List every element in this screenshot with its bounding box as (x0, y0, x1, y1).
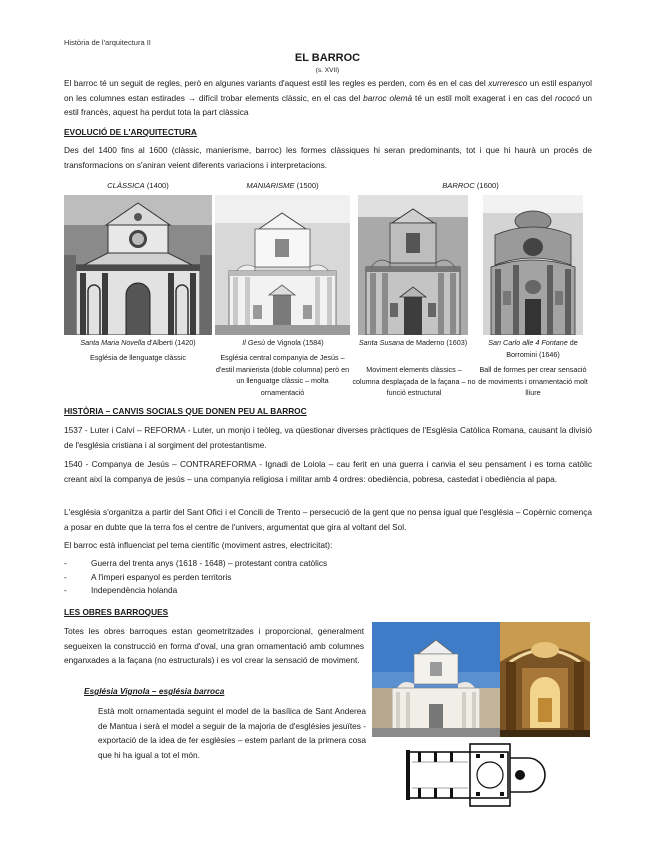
period-label-manierisme: MANIARISME (1500) (246, 181, 319, 190)
santa-maria-novella-photo (64, 195, 212, 335)
page-title: EL BARROC (294, 52, 361, 64)
caption-desc-il-gesu: Església central companyia de Jesús – d'estil manierista (doble columna) però en un llenguatge clàssic – molta ornamentació (215, 353, 350, 397)
san-carlo-photo (483, 195, 583, 335)
historia-paragraph-contrareforma: 1540 - Companya de Jesús – CONTRAREFORMA - Ignadi de Loiola – cau ferit en una guerra i canvia el seu pensament i es torna catòlic creant així la companya de jesús – una companyia religiosa i militar amb 4 ordres: obediència, pobresa, castedat i obediència al papa. (64, 459, 592, 484)
list-item: - A l'imperi espanyol es perden territoris (64, 571, 327, 585)
caption-san-carlo: San Carlo alle 4 Fontane de Borromini (1646) (488, 338, 578, 359)
running-header: Història de l'arquitectura II (64, 38, 151, 47)
caption-desc-santa-maria-novella: Església de llenguatge clàssic (90, 353, 186, 362)
period-label-classica: CLÀSSICA (1400) (107, 181, 169, 190)
historia-list (64, 557, 327, 598)
caption-santa-maria-novella: Santa Maria Novella d'Alberti (1420) (80, 338, 196, 347)
caption-il-gesu: Il Gesù de Vignola (1584) (242, 338, 324, 347)
il-gesu-facade-photo (372, 622, 500, 737)
santa-susana-photo (358, 195, 468, 335)
il-gesu-photo (215, 195, 350, 335)
historia-paragraph-reforma: 1537 - Luter i Calví – REFORMA - Luter, un monjo i teòleg, va qüestionar diverses pràctiques de l'Església Catòlica Romana, causant la divisió de l'església cristiana i al sorgiment del protestantisme. (64, 425, 592, 450)
caption-santa-susana: Santa Susana de Maderno (1603) (358, 338, 468, 347)
period-label-barroc: BARROC (1600) (442, 181, 499, 190)
historia-paragraph-cientific: El barroc està influenciat pel tema científic (moviment astres, electricitat): (64, 540, 333, 550)
subsection-heading-vignola: Església Vignola – església barroca (84, 686, 225, 696)
il-gesu-interior-photo (500, 622, 590, 737)
vignola-paragraph: Està molt ornamentada seguint el model de la basílica de Sant Anderea de Mantua i serà el model a seguir de la majoria de d'esglésies jesuïtes - exportació de la idea de fer esglésies – estem parlant de la primera cosa que hi ha igual a tot el món. (98, 706, 366, 760)
intro-paragraph: El barroc té un seguit de regles, però en algunes variants d'aquest estil les regles es perden, com és en el cas del xurreresco un estil espanyol on les columnes estan estirades → difícil trobar elements clàssic, en el cas del barroc olemà té un estil molt exagerat i en cas del rococó un estil francès, aquest ha perdut tota la part clàssica (64, 78, 592, 117)
section-heading-evolucio: EVOLUCIÓ DE L'ARQUITECTURA (64, 127, 197, 137)
section-heading-historia: HISTÒRIA – CANVIS SOCIALS QUE DONEN PEU AL BARROC (64, 406, 307, 416)
historia-paragraph-esglesia: L'església s'organitza a partir del Sant Ofici i el Concili de Trento – persecució de la gent que no pensa igual que l'església – Copèrnic comença a posar en dubte que la terra fos el centre de l'univers, argumentat que gira al voltant del Sol. (64, 507, 592, 532)
evolucio-paragraph: Des del 1400 fins al 1600 (clàssic, manierisme, barroc) les formes clàssiques hi seran predominants, tot i que hi haurà un procés de transformacions on s'aniran veient diferents variacions i interpretacions. (64, 145, 592, 170)
list-item: - Independència holanda (64, 584, 327, 598)
section-heading-obres: LES OBRES BARROQUES (64, 607, 169, 617)
obres-paragraph: Totes les obres barroques estan geometritzades i proporcional, generalment segueixen la construcció en forma d'oval, una gran ornamentació amb columnes enganxades a la façana (no estructurals) i es vol crear la sensació de moviment. (64, 626, 364, 665)
il-gesu-floor-plan (400, 740, 558, 810)
caption-desc-san-carlo: Ball de formes per crear sensació de moviments i ornamentació molt lliure (478, 365, 588, 397)
page-subtitle: (s. XVII) (315, 67, 340, 74)
caption-desc-santa-susana: Moviment elements clàssics – columna desplaçada de la façana – no funció estructural (352, 365, 476, 397)
list-item: - Guerra del trenta anys (1618 - 1648) – protestant contra catòlics (64, 557, 327, 571)
